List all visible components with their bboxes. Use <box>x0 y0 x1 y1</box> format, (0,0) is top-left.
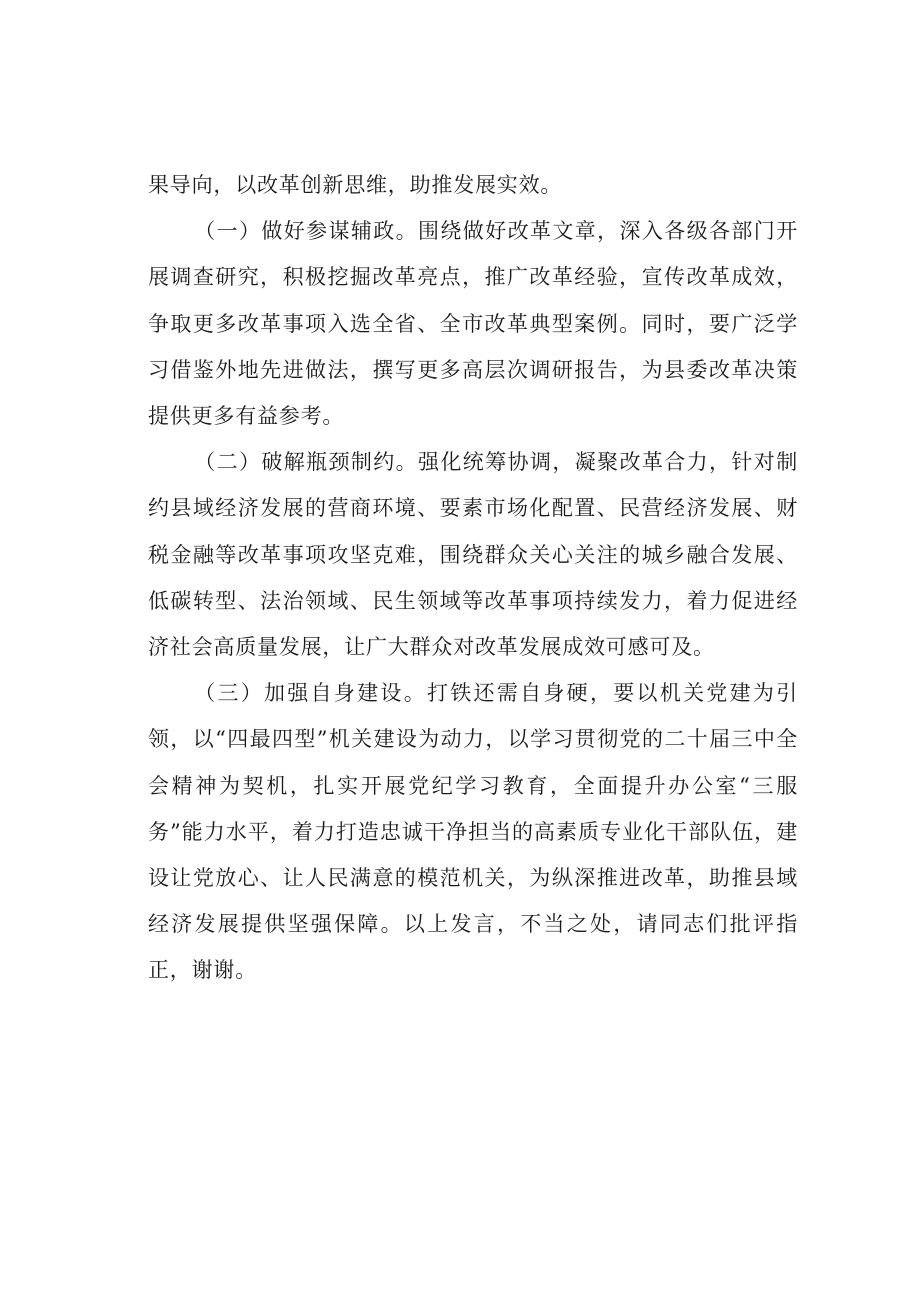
paragraph-continuation: 果导向，以改革创新思维，助推发展实效。 <box>148 173 563 197</box>
paragraph-section-2: （二）破解瓶颈制约。强化统筹协调，凝聚改革合力，针对制约县域经济发展的营商环境、要素市场化配置、民营经济发展、财税金融等改革事项攻坚克难，围绕群众关心关注的城乡融合发展、低碳转型、法治领域、民生领域等改革事项持续发力，着力促进经济社会高质量发展，让广大群众对改革发展成效可感可及。 <box>148 450 798 660</box>
document-body <box>148 162 798 994</box>
paragraph-section-1: （一）做好参谋辅政。围绕做好改革文章，深入各级各部门开展调查研究，积极挖掘改革亮点，推广改革经验，宣传改革成效，争取更多改革事项入选全省、全市改革典型案例。同时，要广泛学习借鉴外地先进做法，撰写更多高层次调研报告，为县委改革决策提供更多有益参考。 <box>148 219 798 429</box>
paragraph-section-3: （三）加强自身建设。打铁还需自身硬，要以机关党建为引领，以“四最四型”机关建设为动力，以学习贯彻党的二十届三中全会精神为契机，扎实开展党纪学习教育，全面提升办公室“三服务”能力水平，着力打造忠诚干净担当的高素质专业化干部队伍，建设让党放心、让人民满意的模范机关，为纵深推进改革，助推县域经济发展提供坚强保障。以上发言，不当之处，请同志们批评指正，谢谢。 <box>148 681 798 983</box>
